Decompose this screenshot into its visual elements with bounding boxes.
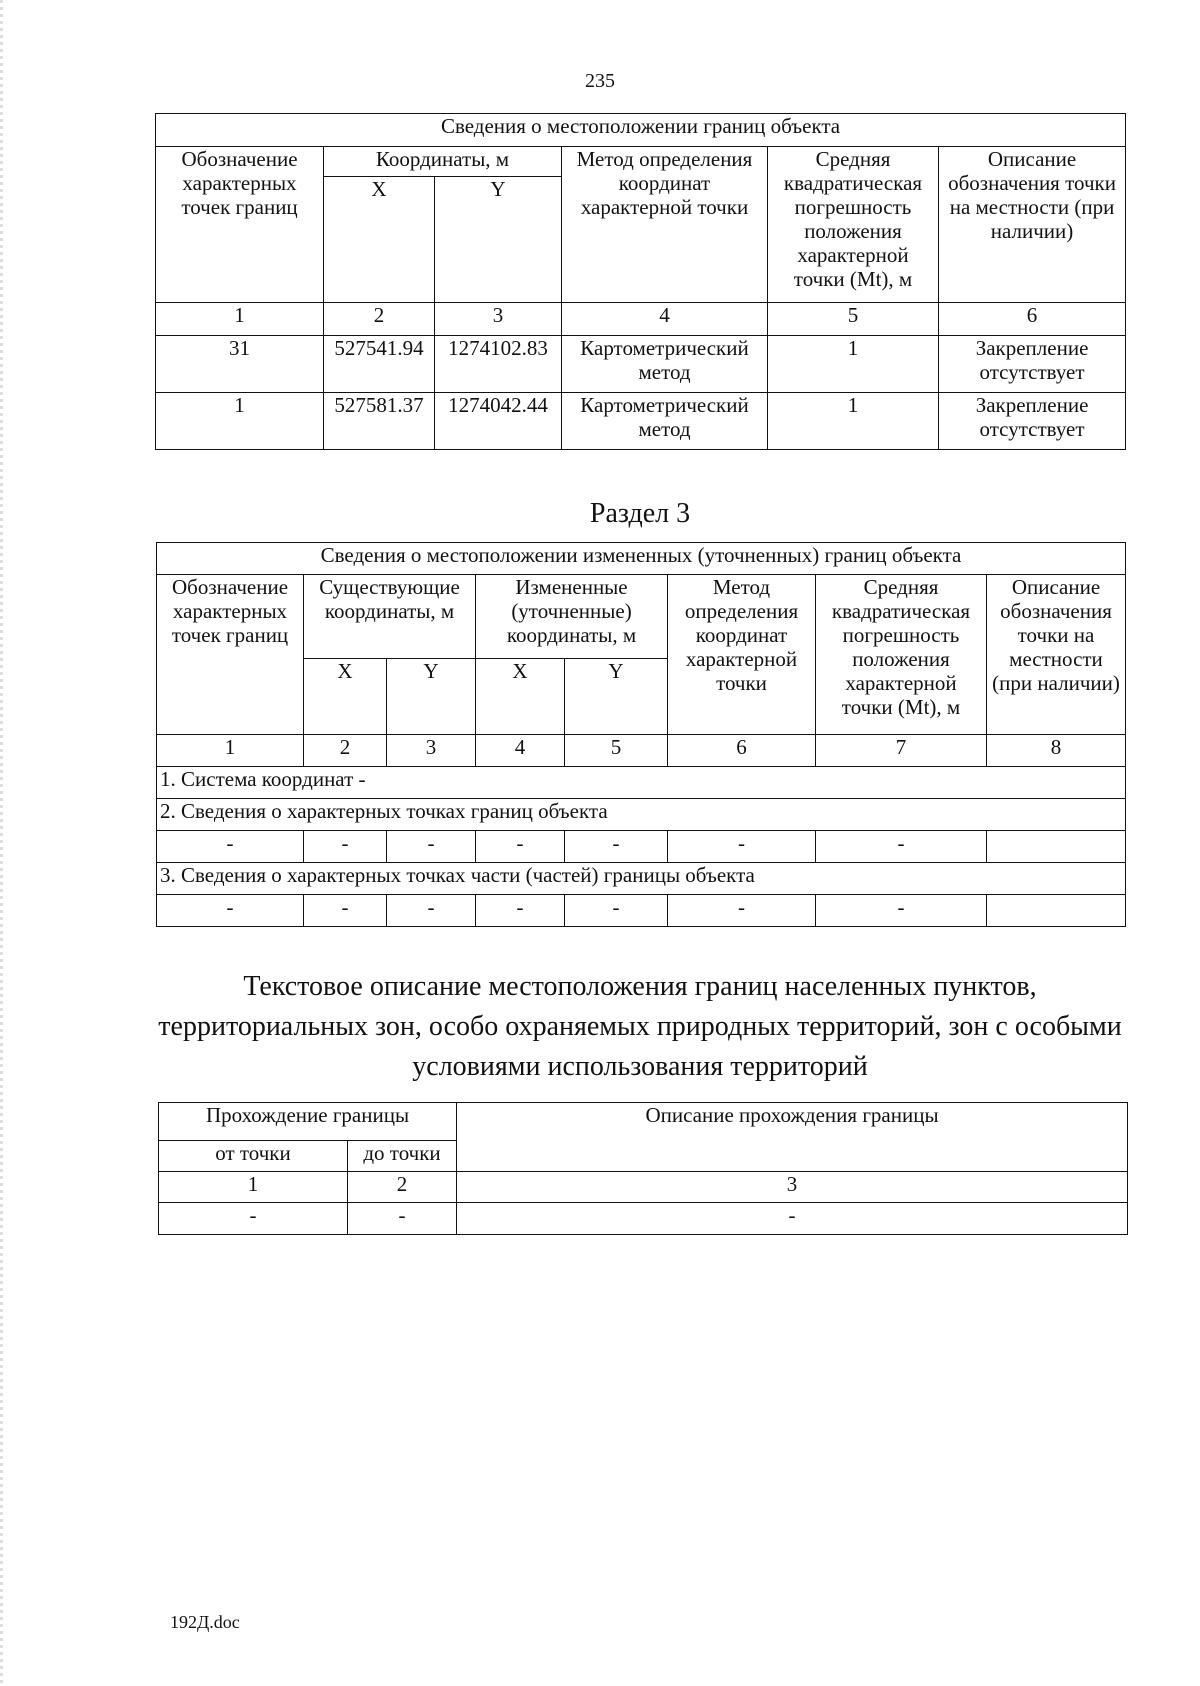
header-passage: Прохождение границы — [159, 1103, 457, 1141]
header-y: Y — [387, 659, 476, 735]
column-number: 5 — [565, 735, 668, 767]
method: Картометрический метод — [562, 336, 768, 393]
table-title: Сведения о местоположении границ объекта — [156, 114, 1126, 147]
method: Картометрический метод — [562, 393, 768, 450]
header-to-point: до точки — [348, 1141, 457, 1172]
coord-x: 527541.94 — [324, 336, 435, 393]
column-number: 5 — [768, 303, 939, 336]
section-title: Раздел 3 — [589, 498, 691, 529]
header-changed-coordinates: Измененные (уточненные) координаты, м — [476, 575, 668, 659]
coordinate-system-row: 1. Система координат - — [157, 767, 1126, 799]
column-number: 6 — [668, 735, 816, 767]
header-existing-coordinates: Существующие координаты, м — [304, 575, 476, 659]
column-number: 4 — [476, 735, 565, 767]
cell: - — [476, 831, 565, 863]
table-row — [157, 895, 1126, 927]
header-y: Y — [435, 177, 562, 303]
column-number: 6 — [939, 303, 1126, 336]
cell: - — [304, 895, 387, 927]
column-number: 2 — [348, 1172, 457, 1203]
changed-boundary-table — [156, 542, 1126, 927]
header-method: Метод определения координат характерной точки — [668, 575, 816, 735]
scan-edge — [0, 0, 3, 1686]
header-passage-description: Описание прохождения границы — [457, 1103, 1128, 1172]
error: 1 — [768, 393, 939, 450]
column-number: 2 — [324, 303, 435, 336]
coord-y: 1274102.83 — [435, 336, 562, 393]
cell: - — [387, 895, 476, 927]
cell: - — [668, 895, 816, 927]
cell: - — [304, 831, 387, 863]
document-filename: 192Д.doc — [170, 1612, 240, 1632]
cell — [987, 895, 1126, 927]
header-error: Средняя квадратическая погрешность положения характерной точки (Mt), м — [768, 147, 939, 303]
cell — [987, 831, 1126, 863]
header-description: Описание обозначения точки на местности (при наличии) — [939, 147, 1126, 303]
header-x: X — [304, 659, 387, 735]
header-from-point: от точки — [159, 1141, 348, 1172]
coord-x: 527581.37 — [324, 393, 435, 450]
header-description: Описание обозначения точки на местности (при наличии) — [987, 575, 1126, 735]
column-number: 4 — [562, 303, 768, 336]
column-number: 1 — [157, 735, 304, 767]
page-number: 235 — [585, 70, 615, 92]
column-number: 3 — [457, 1172, 1128, 1203]
header-method: Метод определения координат характерной точки — [562, 147, 768, 303]
boundary-points-heading: 2. Сведения о характерных точках границ объекта — [157, 799, 1126, 831]
cell: - — [387, 831, 476, 863]
table-row — [156, 336, 1126, 393]
column-number: 7 — [816, 735, 987, 767]
column-number: 1 — [156, 303, 324, 336]
header-designation: Обозначение характерных точек границ — [157, 575, 304, 735]
header-y: Y — [565, 659, 668, 735]
cell: - — [457, 1203, 1128, 1235]
header-x: X — [324, 177, 435, 303]
column-number: 3 — [435, 303, 562, 336]
table-title: Сведения о местоположении измененных (уточненных) границ объекта — [157, 543, 1126, 575]
table-row — [157, 831, 1126, 863]
cell: - — [157, 831, 304, 863]
cell: - — [159, 1203, 348, 1235]
text-description-heading: Текстовое описание местоположения границ населенных пунктов, территориальных зон, особо охраняемых природных территорий, зон с особыми условиями использования территорий — [158, 971, 1122, 1082]
point-id: 1 — [156, 393, 324, 450]
table-row — [156, 393, 1126, 450]
cell: - — [348, 1203, 457, 1235]
column-number: 1 — [159, 1172, 348, 1203]
cell: - — [668, 831, 816, 863]
coord-y: 1274042.44 — [435, 393, 562, 450]
cell: - — [565, 831, 668, 863]
description: Закрепление отсутствует — [939, 336, 1126, 393]
header-x: X — [476, 659, 565, 735]
header-error: Средняя квадратическая погрешность положения характерной точки (Mt), м — [816, 575, 987, 735]
cell: - — [157, 895, 304, 927]
table-row — [159, 1203, 1128, 1235]
boundary-part-points-heading: 3. Сведения о характерных точках части (частей) границы объекта — [157, 863, 1126, 895]
column-number: 8 — [987, 735, 1126, 767]
description: Закрепление отсутствует — [939, 393, 1126, 450]
cell: - — [476, 895, 565, 927]
point-id: 31 — [156, 336, 324, 393]
error: 1 — [768, 336, 939, 393]
column-number: 3 — [387, 735, 476, 767]
boundary-passage-table — [158, 1102, 1128, 1235]
cell: - — [816, 895, 987, 927]
header-designation: Обозначение характерных точек границ — [156, 147, 324, 303]
boundary-location-table — [155, 113, 1126, 450]
cell: - — [816, 831, 987, 863]
column-number: 2 — [304, 735, 387, 767]
cell: - — [565, 895, 668, 927]
header-coordinates: Координаты, м — [324, 147, 562, 177]
